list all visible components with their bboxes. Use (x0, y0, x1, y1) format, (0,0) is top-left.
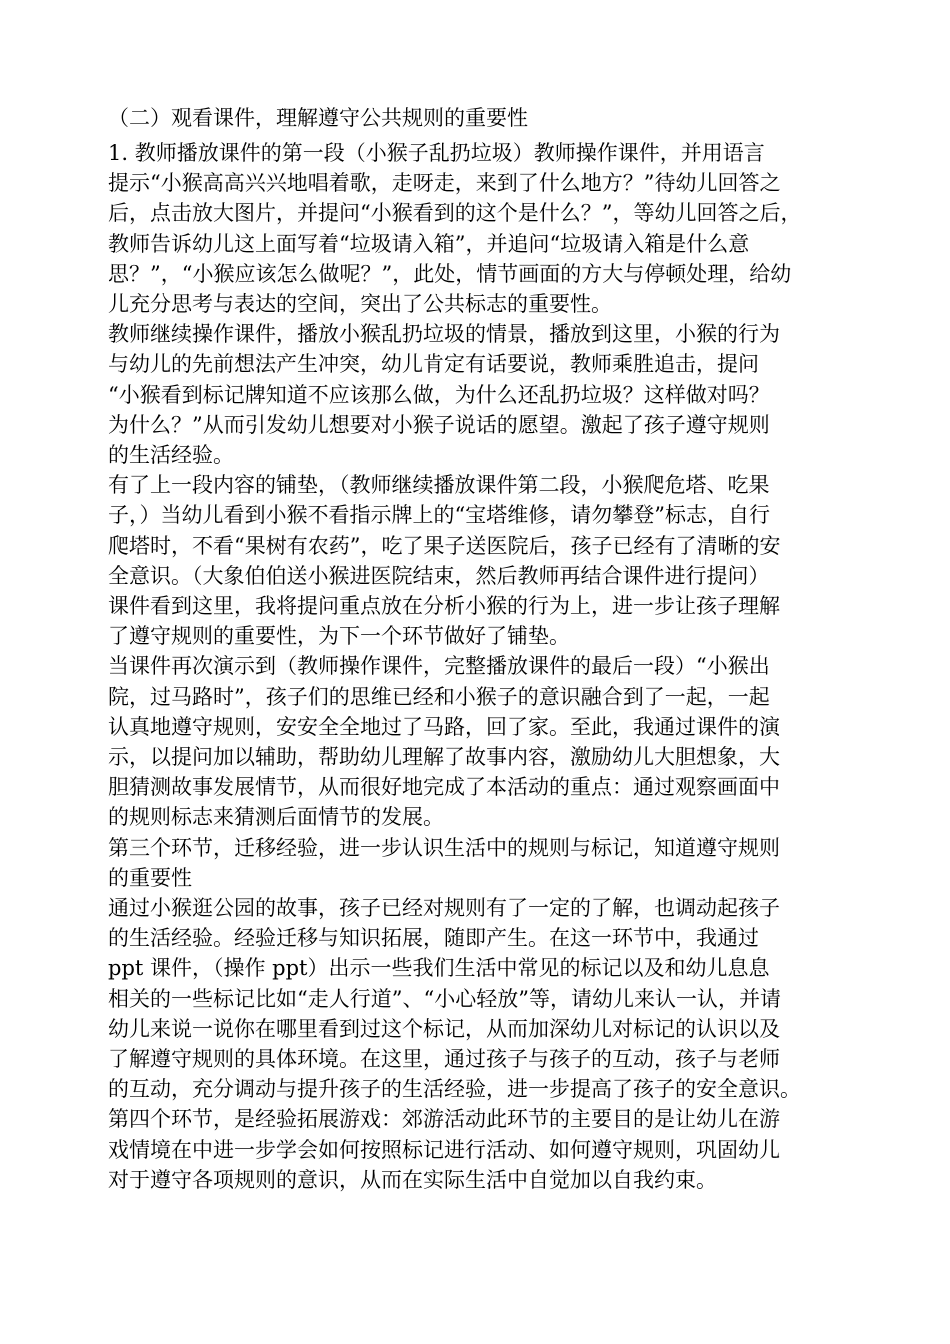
text-line: ppt 课件，（操作 ppt）出示一些我们生活中常见的标记以及和幼儿息息 (108, 956, 770, 980)
text-line: 后，点击放大图片，并提问“小猴看到的这个是什么？”，等幼儿回答之后， (108, 201, 802, 225)
text-line: 第三个环节，迁移经验，进一步认识生活中的规则与标记，知道遵守规则 (108, 836, 780, 860)
text-line: 相关的一些标记比如“走人行道”、“小心轻放”等，请幼儿来认一认，并请 (108, 987, 781, 1011)
text-line: 了解遵守规则的具体环境。在这里，通过孩子与孩子的互动，孩子与老师 (108, 1047, 780, 1071)
text-line: 胆猜测故事发展情节，从而很好地完成了本活动的重点：通过观察画面中 (108, 775, 780, 799)
text-line: 课件看到这里，我将提问重点放在分析小猴的行为上，进一步让孩子理解 (108, 594, 780, 618)
section-heading: （二）观看课件，理解遵守公共规则的重要性 (108, 106, 528, 130)
text-line: 与幼儿的先前想法产生冲突，幼儿肯定有话要说，教师乘胜追击，提问 (108, 352, 759, 376)
text-line: 戏情境在中进一步学会如何按照标记进行活动、如何遵守规则，巩固幼儿 (108, 1138, 780, 1162)
text-line: 示，以提问加以辅助，帮助幼儿理解了故事内容，激励幼儿大胆想象，大 (108, 745, 780, 769)
text-line: 提示“小猴高高兴兴地唱着歌，走呀走，来到了什么地方？”待幼儿回答之 (108, 171, 781, 195)
text-line: 认真地遵守规则，安安全全地过了马路，回了家。至此，我通过课件的演 (108, 715, 780, 739)
text-line: 教师继续操作课件，播放小猴乱扔垃圾的情景，播放到这里，小猴的行为 (108, 322, 780, 346)
text-line: 儿充分思考与表达的空间，突出了公共标志的重要性。 (108, 292, 612, 316)
text-line: 的互动，充分调动与提升孩子的生活经验，进一步提高了孩子的安全意识。 (108, 1077, 801, 1101)
text-line: 对于遵守各项规则的意识，从而在实际生活中自觉加以自我约束。 (108, 1168, 717, 1192)
text-line: 当课件再次演示到（教师操作课件，完整播放课件的最后一段）“小猴出 (108, 654, 770, 678)
text-line: 全意识。（大象伯伯送小猴进医院结束，然后教师再结合课件进行提问） (108, 564, 770, 588)
text-line: 为什么？”从而引发幼儿想要对小猴子说话的愿望。激起了孩子遵守规则 (108, 413, 770, 437)
text-line: 的规则标志来猜测后面情节的发展。 (108, 805, 444, 829)
text-line: 幼儿来说一说你在哪里看到过这个标记，从而加深幼儿对标记的认识以及 (108, 1017, 780, 1041)
text-line: 思？”，“小猴应该怎么做呢？”，此处，情节画面的方大与停顿处理，给幼 (108, 262, 792, 286)
text-line: 的生活经验。经验迁移与知识拓展，随即产生。在这一环节中，我通过 (108, 926, 759, 950)
text-line: 了遵守规则的重要性，为下一个环节做好了铺垫。 (108, 624, 570, 648)
text-line: 有了上一段内容的铺垫，（教师继续播放课件第二段，小猴爬危塔、吃果 (108, 473, 770, 497)
text-line: 子，）当幼儿看到小猴不看指示牌上的“宝塔维修，请勿攀登”标志，自行 (108, 503, 770, 527)
text-line: 1. 教师播放课件的第一段（小猴子乱扔垃圾）教师操作课件，并用语言 (108, 141, 765, 165)
text-line: 第四个环节，是经验拓展游戏：郊游活动此环节的主要目的是让幼儿在游 (108, 1107, 780, 1131)
text-line: 的生活经验。 (108, 443, 234, 467)
text-line: 教师告诉幼儿这上面写着“垃圾请入箱”，并追问“垃圾请入箱是什么意 (108, 232, 750, 256)
text-line: 院，过马路时”，孩子们的思维已经和小猴子的意识融合到了一起，一起 (108, 685, 770, 709)
text-line: 通过小猴逛公园的故事，孩子已经对规则有了一定的了解，也调动起孩子 (108, 896, 780, 920)
text-line: 的重要性 (108, 866, 192, 890)
text-line: “小猴看到标记牌知道不应该那么做，为什么还乱扔垃圾？这样做对吗？ (108, 383, 770, 407)
text-line: 爬塔时，不看“果树有农药”，吃了果子送医院后，孩子已经有了清晰的安 (108, 534, 781, 558)
